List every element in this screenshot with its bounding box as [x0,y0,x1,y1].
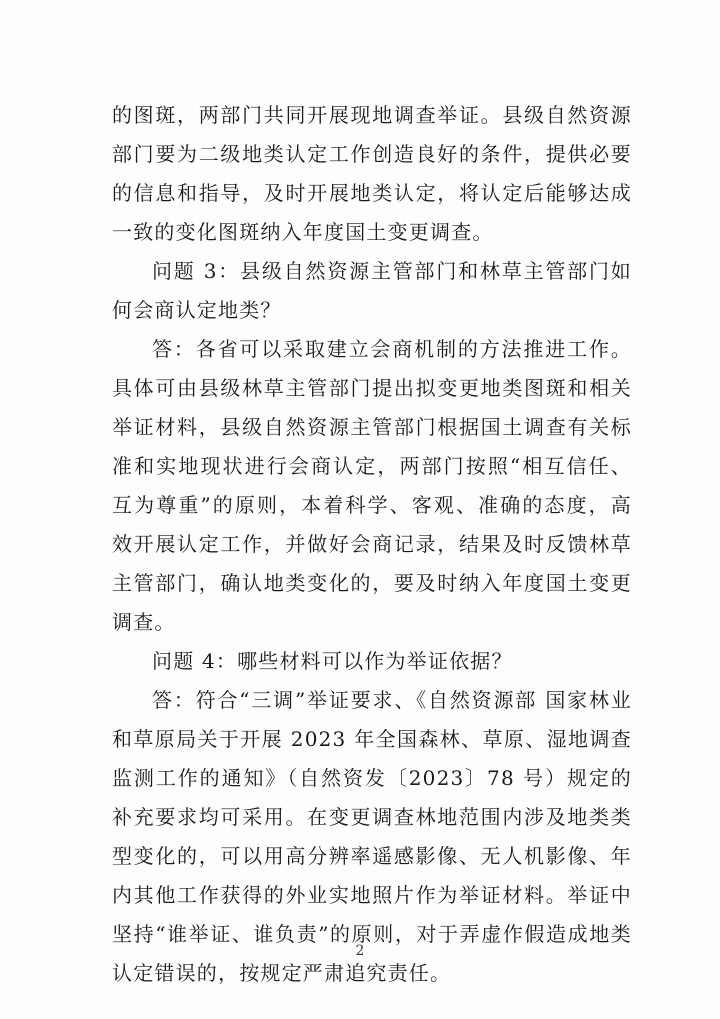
question-3: 问题 3：县级自然资源主管部门和林草主管部门如何会商认定地类？ [112,259,632,322]
answer-3: 答：各省可以采取建立会商机制的方法推进工作。具体可由县级林草主管部门提出拟变更地类图斑和相关举证材料，县级自然资源主管部门根据国土调查有关标准和实地现状进行会商认定，两部门按照“相互信任、互为尊重”的原则，本着科学、客观、准确的态度，高效开展认定工作，并做好会商记录，结果及时反馈林草主管部门，确认地类变化的，要及时纳入年度国土变更调查。 [112,337,632,634]
question-4: 问题 4：哪些材料可以作为举证依据？ [152,649,513,673]
answer-4: 答：符合“三调”举证要求、《自然资源部 国家林业和草原局关于开展 2023 年全国森林、草原、湿地调查监测工作的通知》（自然资发〔2023〕78 号）规定的补充要求均可采用。在变更调查林地范围内涉及地类类型变化的，可以用高分辨率遥感影像、无人机影像、年内其他工作获得的外业实地照片作为举证材料。举证中坚持“谁举证、谁负责”的原则，对于弄虚作假造成地类认定错误的，按规定严肃追究责任。 [112,688,632,985]
page-number: 2 [355,943,365,959]
paragraph-continuation: 的图斑，两部门共同开展现地调查举证。县级自然资源部门要为二级地类认定工作创造良好的条件，提供必要的信息和指导，及时开展地类认定，将认定后能够达成一致的变化图斑纳入年度国土变更调查。 [112,103,632,244]
document-body [112,96,632,993]
